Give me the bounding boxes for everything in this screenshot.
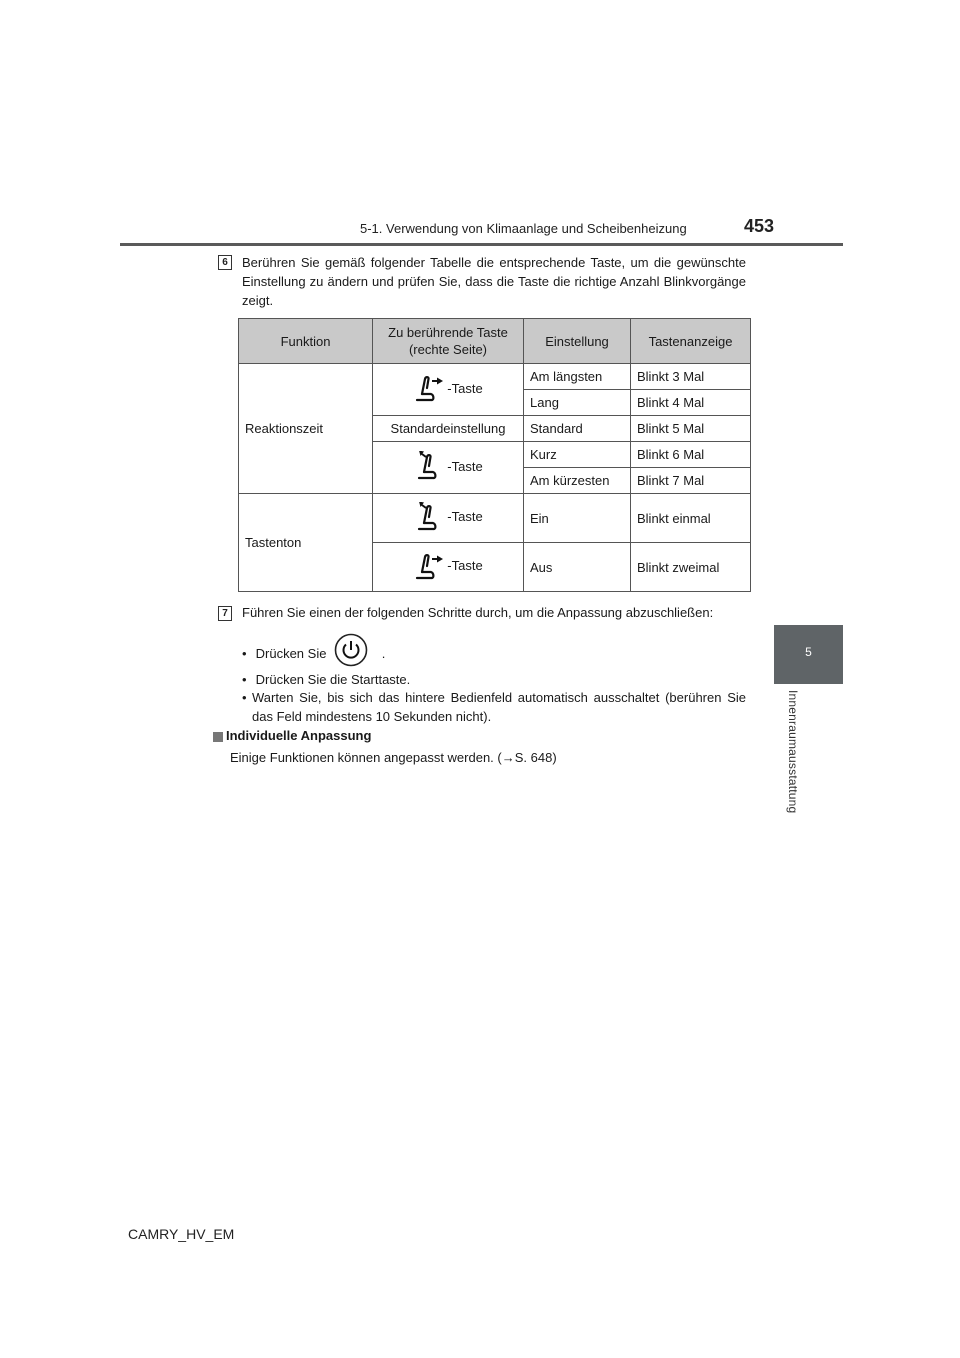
indicator-value: Blinkt zweimal xyxy=(631,543,751,592)
setting-value: Aus xyxy=(524,543,631,592)
button-label: -Taste xyxy=(447,380,483,396)
header-einstellung: Einstellung xyxy=(524,319,631,364)
indicator-value: Blinkt 7 Mal xyxy=(631,468,751,494)
chapter-tab-number: 5 xyxy=(805,645,812,659)
chapter-side-label: Innenraumausstattung xyxy=(786,690,800,814)
table-row xyxy=(239,494,751,543)
bullet-suffix: . xyxy=(381,646,386,661)
button-cell xyxy=(373,442,524,494)
section-heading: Individuelle Anpassung xyxy=(226,728,372,743)
table-row xyxy=(239,364,751,390)
table-header-row xyxy=(239,319,751,364)
button-label: -Taste xyxy=(447,458,483,474)
bullet-text: Warten Sie, bis sich das hintere Bedienfeld automatisch ausschaltet (berühren Sie das Feld mindestens 10 Sekunden nicht). xyxy=(252,690,746,724)
button-cell: Standardeinstellung xyxy=(373,416,524,442)
setting-value: Am kürzesten xyxy=(524,468,631,494)
bullet-marker: • xyxy=(242,646,247,661)
section-square-marker xyxy=(213,732,223,742)
function-reaktionszeit: Reaktionszeit xyxy=(239,364,373,494)
button-cell xyxy=(373,364,524,416)
header-taste-label: Zu berührende Taste (rechte Seite) xyxy=(388,325,508,357)
bullet-text: Drücken Sie die Starttaste. xyxy=(255,672,411,687)
section-text: Einige Funktionen können angepasst werden. (→S. 648) xyxy=(230,750,557,765)
seat-recline-backward-icon xyxy=(413,502,447,532)
chapter-side-tab xyxy=(774,625,843,684)
indicator-value: Blinkt 4 Mal xyxy=(631,390,751,416)
button-label: -Taste xyxy=(447,509,483,524)
step7-instruction: Führen Sie einen der folgenden Schritte durch, um die Anpassung abzuschließen: xyxy=(242,605,714,620)
footer-model-code: CAMRY_HV_EM xyxy=(128,1226,235,1242)
step6-instruction: Berühren Sie gemäß folgender Tabelle die entsprechende Taste, um die gewünschte Einstellung zu ändern und prüfen Sie, dass die Taste die richtige Anzahl Blinkvorgänge zeigt. xyxy=(242,255,746,308)
power-button-icon xyxy=(334,633,368,667)
seat-recline-forward-icon xyxy=(413,373,447,403)
step-badge-7: 7 xyxy=(218,606,232,621)
setting-value: Ein xyxy=(524,494,631,543)
header-funktion: Funktion xyxy=(239,319,373,364)
list-item xyxy=(242,688,746,726)
button-label: -Taste xyxy=(447,558,483,573)
indicator-value: Blinkt 6 Mal xyxy=(631,442,751,468)
indicator-value: Blinkt 5 Mal xyxy=(631,416,751,442)
setting-value: Standard xyxy=(524,416,631,442)
chapter-header-title: 5-1. Verwendung von Klimaanlage und Scheibenheizung xyxy=(360,221,687,236)
bullet-marker: • xyxy=(242,690,247,705)
step-badge-6: 6 xyxy=(218,255,232,270)
settings-table xyxy=(238,318,751,592)
indicator-value: Blinkt 3 Mal xyxy=(631,364,751,390)
page-number: 453 xyxy=(744,216,775,236)
setting-value: Lang xyxy=(524,390,631,416)
seat-recline-backward-icon xyxy=(413,451,447,481)
button-cell xyxy=(373,494,524,543)
header-taste xyxy=(373,319,524,364)
list-item xyxy=(242,670,410,689)
function-tastenton: Tastenton xyxy=(239,494,373,592)
seat-recline-forward-icon xyxy=(413,551,447,581)
indicator-value: Blinkt einmal xyxy=(631,494,751,543)
bullet-text: Drücken Sie xyxy=(255,646,327,661)
setting-value: Kurz xyxy=(524,442,631,468)
bullet-marker: • xyxy=(242,672,247,687)
setting-value: Am längsten xyxy=(524,364,631,390)
button-cell xyxy=(373,543,524,592)
header-divider xyxy=(120,243,843,246)
header-tastenanzeige: Tastenanzeige xyxy=(631,319,751,364)
